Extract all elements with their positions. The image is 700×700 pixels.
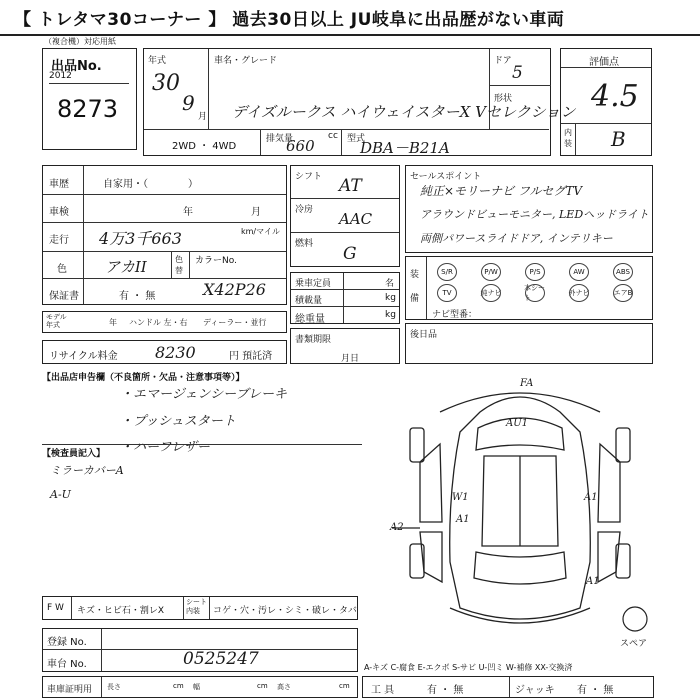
seller-report-label: 【出品店申告欄（不良箇所・欠品・注意事項等）】: [42, 373, 245, 383]
spec-table: [42, 165, 287, 305]
model-code-label: 型式: [347, 134, 366, 144]
equipment-item: [480, 263, 502, 281]
inspector-line-1: A-U: [50, 488, 71, 501]
equipment-item-label: エアB: [613, 289, 633, 297]
mileage-value: 4万3千663: [99, 229, 182, 248]
model-row-dealer: ディーラー・並行: [203, 318, 267, 327]
equipment-item: [524, 284, 546, 302]
cert-row: [42, 676, 358, 698]
score-label: 評価点: [589, 57, 619, 68]
registration-box: [42, 628, 358, 672]
ac-value: AAC: [339, 210, 373, 228]
equipment-box: [405, 256, 653, 320]
recycle-value: 8230: [155, 343, 196, 362]
drive-value: 2WD ・ 4WD: [172, 141, 237, 152]
fuel-value: G: [343, 244, 357, 264]
equipment-item-label: ABS: [616, 268, 630, 276]
displacement-value: 660: [286, 137, 315, 155]
model-row-handle: ハンドル 左・右: [129, 318, 188, 327]
damage-mark-2: W1: [452, 492, 469, 503]
seat-label: シート内装: [186, 598, 207, 615]
capacity-label-2: 総重量: [295, 314, 325, 325]
month-unit: 月: [198, 112, 208, 122]
model-month-value: 9: [182, 91, 195, 115]
score-box: [560, 48, 652, 156]
model-year-value: 30: [152, 71, 180, 96]
damage-mark-3: A1: [584, 492, 598, 503]
lot-label: 出品No.: [51, 59, 102, 74]
interior-value: B: [611, 127, 626, 151]
shape-label: 形状: [494, 94, 513, 104]
docs-unit: 月日: [341, 354, 360, 364]
capacity-unit-2: kg: [385, 310, 396, 320]
fuel-label: 燃料: [295, 239, 314, 249]
equipment-label: 装備: [410, 270, 420, 304]
fw-text: キズ・ヒビ石・割レX: [77, 606, 164, 616]
sales-line-0: 純正×モリーナビ フルセグTV: [420, 184, 583, 198]
cert-dim-4: 高さ: [277, 683, 291, 691]
doors-label: ドア: [494, 56, 512, 66]
score-value: 4.5: [591, 79, 639, 114]
name-grade-label: 車名・グレード: [214, 56, 278, 66]
mileage-unit: km/マイル: [241, 227, 280, 236]
color-change-label: 色替: [175, 255, 183, 275]
seller-line-1: ・プッシュスタート: [120, 414, 236, 429]
equipment-item: [612, 263, 634, 281]
equipment-item-label: P/S: [529, 268, 541, 276]
chassis-label: 車台 No.: [47, 659, 87, 670]
sales-points-label: セールスポイント: [410, 172, 482, 182]
equipment-item: [436, 284, 458, 302]
year-label: 年式: [148, 56, 167, 66]
model-row: [42, 311, 287, 333]
docs-box: [290, 328, 400, 364]
seller-line-2: ・ハーフレザー: [120, 440, 210, 455]
equipment-item-label: 本シート: [524, 284, 545, 302]
header-banner: 【 トレタマ30コーナー 】 過去30日以上 JU岐阜に出品歴がない車両: [0, 0, 700, 36]
cert-dim-0: 長さ: [107, 683, 121, 691]
equipment-item: [436, 263, 458, 281]
top-note: （複合機）対応用紙: [44, 37, 116, 46]
capacity-label-1: 積載量: [295, 296, 323, 306]
warranty-options: 有 ・ 無: [119, 291, 156, 302]
equipment-item: [568, 284, 590, 302]
history-options: 自家用・（ ）: [103, 179, 198, 190]
inspection-month: 月: [251, 207, 261, 218]
damage-mark-4: A1: [456, 514, 470, 525]
jack-label: ジャッキ: [515, 685, 555, 696]
color-value: アカII: [105, 258, 147, 276]
model-row-year: 年: [109, 318, 117, 327]
lot-box: [42, 48, 137, 150]
sales-points-box: [405, 165, 653, 253]
seat-text: コゲ・穴・汚レ・シミ・破レ・タバ: [213, 606, 357, 616]
sales-line-1: アラウンドビューモニター, LEDヘッドライト: [420, 208, 649, 221]
displacement-unit: cc: [328, 131, 338, 141]
car-damage-diagram: [380, 372, 660, 640]
inspector-label: 【検査員記入】: [42, 449, 106, 459]
model-code-value: DBA－B21A: [360, 139, 450, 157]
equipment-item-label: TV: [442, 289, 452, 297]
lot-year-tag: 2012: [49, 71, 72, 81]
warranty-label: 保証書: [49, 291, 79, 302]
recycle-unit: 円 預託済: [229, 351, 273, 362]
lot-number: 8273: [57, 95, 119, 123]
fw-label: F W: [47, 603, 64, 613]
equipment-item-label: 純ナビ: [480, 289, 502, 297]
equipment-item-label: AW: [573, 268, 585, 276]
cert-dim-3: cm: [257, 682, 268, 690]
jack-value: 有 ・ 無: [577, 685, 614, 696]
tools-label: 工 具: [371, 685, 395, 696]
navi-label: ナビ型番：: [432, 310, 478, 320]
mileage-label: 走行: [49, 235, 69, 246]
interior-label: 内装: [564, 128, 572, 148]
seller-line-0: ・エマージェンシーブレーキ: [120, 387, 287, 402]
spare-label: スペア: [620, 639, 648, 649]
equipment-item-label: S/R: [441, 268, 453, 276]
capacity-unit-0: 名: [385, 279, 395, 289]
equipment-item: [568, 263, 590, 281]
chassis-value: 0525247: [183, 649, 259, 669]
equipment-item-label: P/W: [484, 268, 498, 276]
equipment-item: [612, 284, 634, 302]
color-label: 色: [57, 264, 67, 275]
damage-mark-6: A1: [586, 576, 600, 587]
docs-label: 書類期限: [295, 335, 332, 345]
inspector-line-0: ミラーカバーA: [50, 464, 124, 477]
cert-dim-2: 幅: [193, 683, 200, 691]
ac-label: 冷房: [295, 205, 314, 215]
equipment-item: [480, 284, 502, 302]
color-no-value: X42P26: [203, 280, 266, 299]
history-label: 車歴: [49, 179, 69, 190]
equipment-item: [524, 263, 546, 281]
spare-tire-icon: [620, 604, 650, 634]
shift-label: シフト: [295, 172, 323, 182]
equipment-item-label: 外ナビ: [568, 289, 590, 297]
damage-mark-5: A2: [390, 522, 404, 533]
tools-value: 有 ・ 無: [427, 685, 464, 696]
damage-mark-1: AU1: [506, 418, 529, 429]
damage-legend: A-キズ C-腐食 E-エクボ S-サビ U-凹ミ W-補修 XX-交換済: [364, 663, 573, 672]
shift-box: [290, 165, 400, 267]
registration-label: 登録 No.: [47, 637, 87, 648]
doors-value: 5: [512, 63, 523, 83]
recycle-label: リサイクル料金: [49, 351, 118, 362]
displacement-label: 排気量: [266, 134, 294, 144]
post-install-box: [405, 323, 653, 364]
shift-value: AT: [339, 176, 362, 196]
cert-dim-1: cm: [173, 682, 184, 690]
tools-row: [362, 676, 654, 698]
sales-line-2: 両側パワースライドドア, インテリキー: [420, 232, 613, 245]
capacity-unit-1: kg: [385, 293, 396, 303]
post-install-label: 後日品: [410, 330, 438, 340]
color-no-label: カラーNo.: [195, 256, 237, 266]
capacity-label-0: 乗車定員: [295, 279, 332, 289]
inspection-label: 車検: [49, 207, 69, 218]
name-grade-value: デイズルークス ハイウェイスターX Vセレクション: [232, 103, 576, 121]
cert-dim-5: cm: [339, 682, 350, 690]
fw-row: [42, 596, 358, 620]
capacity-box: [290, 272, 400, 324]
model-row-label: モデル年式: [46, 313, 67, 329]
inspection-year: 年: [183, 207, 193, 218]
cert-label: 車庫証明用: [47, 685, 93, 695]
recycle-box: [42, 340, 287, 364]
damage-mark-0: FA: [520, 378, 534, 389]
